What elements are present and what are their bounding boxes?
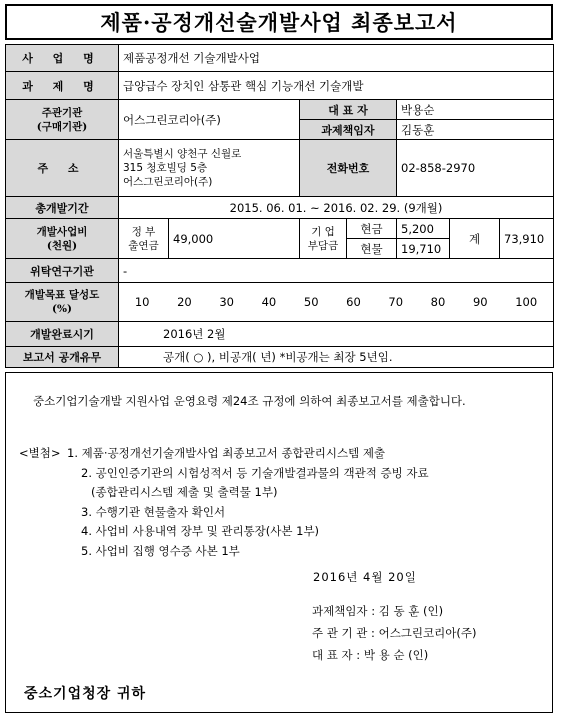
- cash-label: 현금: [347, 219, 397, 239]
- period-label: 총개발기간: [6, 197, 119, 219]
- attachment-list: [19, 444, 429, 561]
- completion-label: 개발완료시기: [6, 322, 119, 347]
- goal-option: 60: [346, 295, 361, 309]
- rep-value: 박용순: [397, 100, 554, 120]
- consign-label: 위탁연구기관: [6, 259, 119, 283]
- signature-org: 주 관 기 관 : 어스그린코리아(주): [312, 626, 477, 640]
- address-value: [119, 140, 300, 197]
- company-label: [300, 219, 347, 259]
- signature-manager: 과제책임자 : 김 동 훈 (인): [312, 604, 444, 618]
- gov-label-line: 출연금: [128, 239, 159, 252]
- budget-label: 개발사업비: [36, 225, 88, 238]
- attachment-item: 1. 제품·공정개선기술개발사업 최종보고서 종합관리시스템 제출: [67, 446, 386, 460]
- phone-label: 전화번호: [300, 140, 397, 197]
- goal-option: 30: [219, 295, 234, 309]
- gov-value: 49,000: [169, 219, 300, 259]
- phone-value: 02-858-2970: [397, 140, 554, 197]
- goal-option: 100: [515, 295, 538, 309]
- attachment-item: 4. 사업비 사용내역 장부 및 관리통장(사본 1부): [81, 524, 320, 538]
- address-line: 어스그린코리아(주): [123, 176, 213, 188]
- inkind-value: 19,710: [397, 239, 450, 259]
- goal-option: 40: [261, 295, 277, 309]
- submission-date: 2016년 4월 20일: [313, 570, 417, 584]
- org-value: 어스그린코리아(주): [119, 100, 300, 140]
- manager-value: 김동훈: [397, 120, 554, 140]
- attachment-item: 2. 공인인증기관의 시험성적서 등 기술개발결과물의 객관적 증빙 자료: [81, 465, 429, 480]
- budget-unit: (천원): [46, 239, 78, 252]
- goal-label-cell: [6, 283, 119, 322]
- company-label-line: 부담금: [307, 239, 339, 252]
- report-title: 제품·공정개선술개발사업 최종보고서: [5, 4, 553, 40]
- cash-value: 5,200: [397, 219, 450, 239]
- attachment-heading: <별첨>: [19, 446, 61, 460]
- signature-rep: 대 표 자 : 박 용 순 (인): [312, 648, 429, 662]
- project-value: 제품공정개선 기술개발사업: [119, 45, 554, 72]
- attachment-item: 5. 사업비 집행 영수증 사본 1부: [81, 543, 240, 558]
- inkind-label: 현물: [347, 239, 397, 259]
- org-sublabel: (구매기관): [36, 120, 88, 133]
- goal-unit: (%): [52, 303, 72, 315]
- company-label-line: 기 업: [311, 225, 335, 238]
- gov-label: [119, 219, 169, 259]
- task-label: 과 제 명: [6, 72, 119, 100]
- total-label: 계: [450, 219, 500, 259]
- consign-value: -: [119, 259, 554, 283]
- goal-option: 90: [472, 295, 488, 309]
- disclosure-value: 공개( ○ ), 비공개( 년) *비공개는 최장 5년임.: [119, 347, 554, 368]
- manager-label: 과제책임자: [300, 120, 397, 140]
- address-line: 315 청호빌딩 5층: [123, 162, 208, 174]
- goal-option: 20: [177, 295, 192, 309]
- report-body: [5, 372, 553, 713]
- address-line: 서울특별시 양천구 신월로: [123, 148, 242, 160]
- goal-options: [119, 283, 554, 322]
- org-label: 주관기관: [41, 106, 83, 119]
- project-label: 사 업 명: [6, 45, 119, 72]
- goal-option: 70: [388, 295, 404, 309]
- disclosure-label: 보고서 공개유무: [6, 347, 119, 368]
- address-label: 주 소: [6, 140, 119, 197]
- total-value: 73,910: [500, 219, 554, 259]
- attachment-item: (종합관리시스템 제출 및 출력물 1부): [91, 485, 278, 499]
- recipient: 중소기업청장 귀하: [24, 686, 147, 702]
- attachment-item: 3. 수행기관 현물출자 확인서: [81, 504, 226, 519]
- report-info-table: [5, 44, 554, 368]
- goal-option: 10: [134, 295, 150, 309]
- rep-label: 대 표 자: [300, 100, 397, 120]
- period-value: 2015. 06. 01. ~ 2016. 02. 29. (9개월): [119, 197, 554, 219]
- goal-option: 80: [430, 295, 446, 309]
- goal-label: 개발목표 달성도: [24, 289, 100, 301]
- goal-option: 50: [303, 295, 319, 309]
- budget-label-cell: [6, 219, 119, 259]
- org-label-cell: [6, 100, 119, 140]
- completion-value: 2016년 2월: [119, 322, 554, 347]
- gov-label-line: 정 부: [131, 225, 156, 238]
- task-value: 급양급수 장치인 삼통관 핵심 기능개선 기술개발: [119, 72, 554, 100]
- submission-statement: 중소기업기술개발 지원사업 운영요령 제24조 규정에 의하여 최종보고서를 제출합니다.: [33, 394, 466, 408]
